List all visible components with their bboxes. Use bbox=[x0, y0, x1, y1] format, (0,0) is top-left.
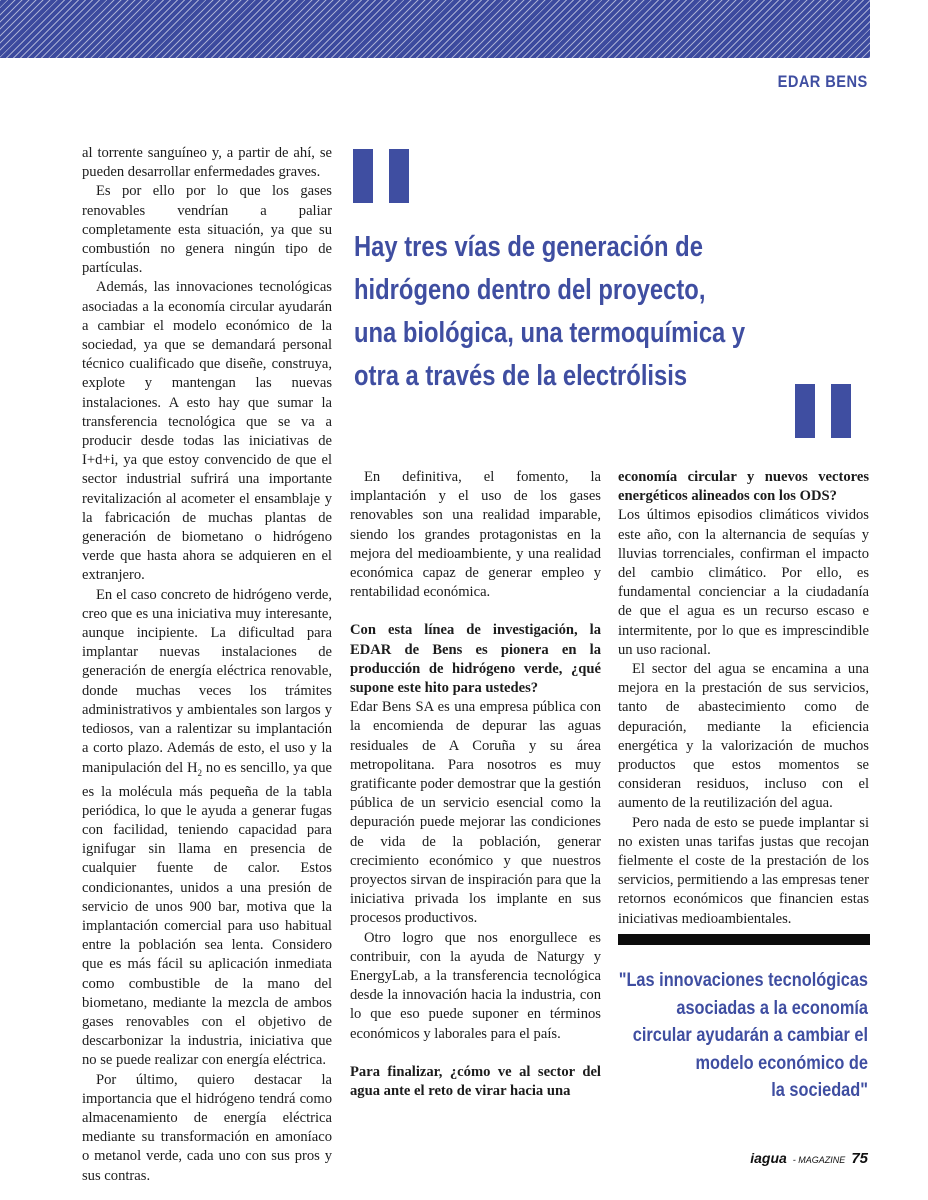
paragraph: Es por ello por lo que los gases renovables vendrían a paliar completamente esta situación, ya que su combustión no genera ningún tipo de partículas. bbox=[82, 183, 332, 277]
magazine-brand-suffix: - MAGAZINE bbox=[792, 1155, 846, 1165]
side-quote-line: la sociedad" bbox=[771, 1080, 868, 1101]
paragraph: Pero nada de esto se puede implantar si no existen unas tarifas justas que recojan fielmente el coste de la prestación de los servicios, permitiendo a las empresas tener retornos económicos que financien estas iniciativas medioambientales. bbox=[618, 814, 869, 927]
pull-quote bbox=[354, 226, 746, 398]
pull-quote-line: Hay tres vías de generación de bbox=[354, 231, 703, 263]
paragraph: al torrente sanguíneo y, a partir de ahí, se pueden desarrollar enfermedades graves. bbox=[82, 145, 332, 181]
pull-quote-line: hidrógeno dentro del proyecto, bbox=[354, 274, 706, 306]
open-quote-bar-left bbox=[353, 149, 373, 203]
interview-question: economía circular y nuevos vectores energéticos alineados con los ODS? bbox=[618, 469, 869, 505]
pull-quote-line: otra a través de la electrólisis bbox=[354, 360, 688, 392]
side-quote-line: circular ayudarán a cambiar el bbox=[632, 1025, 868, 1046]
article-column-1 bbox=[82, 144, 332, 1186]
paragraph: El sector del agua se encamina a una mejora en la prestación de sus servicios, tanto de abastecimiento como de depuración, mediante la eficiencia energética y la valorización de muchos productos que estos momentos se consideran residuos, incluso con el aumento de la reutilización del agua. bbox=[618, 661, 869, 812]
header-hatch-band bbox=[0, 0, 870, 58]
close-quote-bar-left bbox=[795, 384, 815, 438]
interview-question: Para finalizar, ¿cómo ve al sector del agua ante el reto de virar hacia una bbox=[350, 1063, 601, 1100]
magazine-brand: iagua bbox=[750, 1150, 787, 1166]
pull-quote-line: una biológica, una termoquímica y bbox=[354, 317, 746, 349]
paragraph: Por último, quiero destacar la importancia que el hidrógeno tendrá como almacenamiento de energía eléctrica mediante su transformación en amoníaco o metanol verde, cada uno con sus pros y sus contras. bbox=[82, 1071, 332, 1184]
paragraph: En definitiva, el fomento, la implantación y el uso de los gases renovables son una realidad imparable, siendo los grandes protagonistas en la mejora del medioambiente, y una realidad económica capaz de generar empleo y rentabilidad económica. bbox=[350, 469, 601, 601]
side-quote-rule bbox=[618, 934, 870, 945]
subscript: 2 bbox=[197, 767, 203, 778]
side-quote-line: "Las innovaciones tecnológicas bbox=[618, 970, 868, 991]
paragraph: Los últimos episodios climáticos vividos este año, con la alternancia de sequías y lluvias torrenciales, confirman el impacto del cambio climático. Por ello, es fundamental concienciar a la ciudadanía de que el agua es un recurso escaso e intermitente, por lo que es imprescindible un uso racional. bbox=[618, 507, 869, 658]
side-quote-line: asociadas a la economía bbox=[676, 997, 868, 1019]
paragraph-text: no es sencillo, ya que es la molécula más pequeña de la tabla periódica, lo que le ayuda a generar fugas con facilidad, teniendo capacidad para ignifugar sin llama en presencia de cualquier fuente de calor. Estos condicionantes, unidos a una presión de servicio de unos 900 bar, motiva que la implantación comercial para uso habitual entre la población sea lenta. Considero que es más fácil su aplicación inmediata como combustible de la mano del biometano, mediante la mezcla de ambos gases renovables con el objetivo de descarbonizar la industria, iniciativa que no se puede realizar con energía eléctrica. bbox=[82, 759, 332, 1069]
interview-question: Con esta línea de investigación, la EDAR de Bens es pionera en la producción de hidrógeno verde, ¿qué supone este hito para ustedes? bbox=[350, 622, 601, 697]
page-footer bbox=[750, 1150, 868, 1167]
side-quote bbox=[568, 967, 868, 1105]
side-quote-line: modelo económico de bbox=[695, 1052, 868, 1074]
paragraph: Otro logro que nos enorgullece es contribuir, con la ayuda de Naturgy y EnergyLab, a la transferencia tecnológica desde la innovación hacia la industria, con lo que eso puede suponer en términos económicos y laborales para el país. bbox=[350, 929, 601, 1042]
paragraph bbox=[82, 586, 332, 1071]
article-column-3 bbox=[618, 468, 869, 929]
page-number: 75 bbox=[851, 1150, 868, 1167]
paragraph-text: En el caso concreto de hidrógeno verde, creo que es una iniciativa muy interesante, aunque incipiente. La dificultad para implantar nuevas instalaciones de generación de energía eléctrica renovable, donde muchas veces los trámites administrativos y ambientales son largos y tediosos, van a ralentizar su implantación a corto plazo. Además de esto, el uso y la manipulación del H bbox=[82, 586, 332, 776]
open-quote-bar-right bbox=[389, 149, 409, 203]
close-quote-bar-right bbox=[831, 384, 851, 438]
paragraph: Edar Bens SA es una empresa pública con la encomienda de depurar las aguas residuales de A Coruña y su área metropolitana. Para nosotros es muy gratificante poder demostrar que la gestión pública de un servicio esencial como la depuración puede mejorar las condiciones de vida de la población, generar crecimiento económico y que nuestros proyectos sirvan de inspiración para que la iniciativa privada los implante en sus procesos productivos. bbox=[350, 699, 601, 927]
section-label: EDAR BENS bbox=[778, 72, 868, 91]
article-column-2 bbox=[350, 468, 601, 1101]
paragraph: Además, las innovaciones tecnológicas asociadas a la economía circular ayudarán a cambiar el modelo económico de la sociedad, ya que se demandará personal técnico cualificado que diseñe, construya, explote y mantengan las nuevas instalaciones. A esto hay que sumar la transferencia tecnológica que se va a producir desde todas las iniciativas de I+d+i, ya que estoy convencido de que el sector industrial sufrirá una importante revitalización al acometer el ensamblaje y la fabricación de muchas plantas de generación de biometano o hidrógeno verde que hasta ahora se adquieren en el extranjero. bbox=[82, 279, 332, 584]
